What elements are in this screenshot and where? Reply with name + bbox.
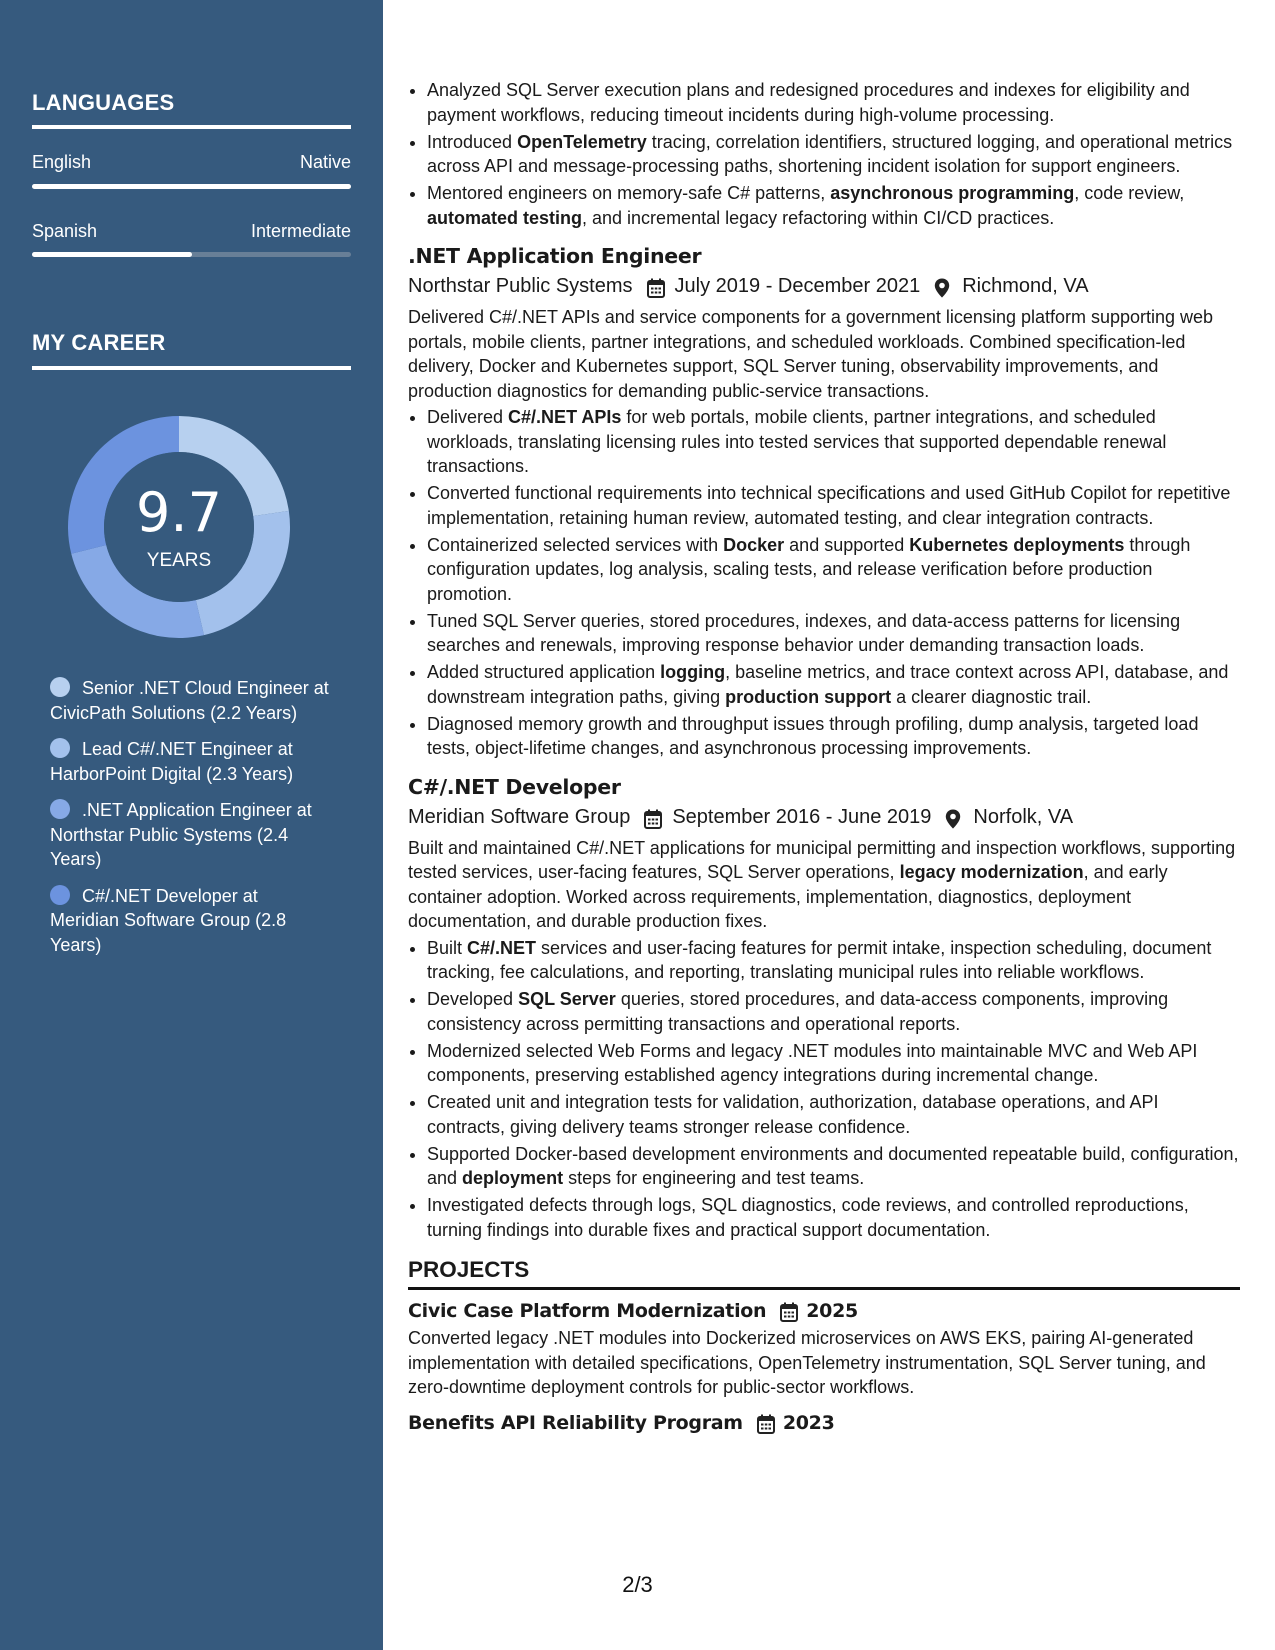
bullet-item xyxy=(427,1039,1240,1088)
role-summary: Delivered C#/.NET APIs and service components for a government licensing platform supporting web portals, mobile clients, partner integrations, and scheduled workloads. Combined specification-led delivery, Docker and Kubernetes support, SQL Server tuning, observability improvements, and production diagnostics for demanding public-service transactions. xyxy=(408,307,1214,401)
role-dates: September 2016 - June 2019 xyxy=(672,805,932,828)
project-civic-case xyxy=(408,1298,1240,1400)
legend-label: C#/.NET Developer at Meridian Software Group (2.8 Years) xyxy=(50,885,287,955)
bullet-item xyxy=(427,481,1240,530)
text-run: and supported xyxy=(784,534,910,555)
language-name: Spanish xyxy=(32,221,98,241)
career-legend xyxy=(50,676,330,969)
emphasis-text: SQL Server xyxy=(518,989,616,1009)
emphasis-text: Kubernetes deployments xyxy=(909,534,1125,555)
bullet-item xyxy=(427,78,1240,127)
text-run: for web portals, mobile clients, partner integrations, and scheduled workloads, translating licensing rules into tested services that supported dependable renewal transactions. xyxy=(427,407,1167,476)
text-run: a clearer diagnostic trail. xyxy=(891,686,1092,707)
role-company: Northstar Public Systems xyxy=(408,275,633,297)
career-legend-item xyxy=(50,737,330,786)
bullet-item xyxy=(427,1142,1240,1191)
text-run: Converted functional requirements into technical specifications and used GitHub Copilot for repetitive implementation, retaining human review, automated testing, and clear integration contracts. xyxy=(427,483,1231,528)
role-meta xyxy=(408,271,1240,301)
bullet-item xyxy=(427,1193,1240,1242)
career-heading-rule xyxy=(32,366,351,370)
career-total xyxy=(66,414,292,640)
previous-role-bullets xyxy=(408,78,1240,230)
language-level: Intermediate xyxy=(250,221,351,241)
role-company: Meridian Software Group xyxy=(408,805,631,828)
text-run: , and early container adoption. Worked across requirements, implementation, diagnostics, deployment documentation, and durable production fixes. xyxy=(408,862,1168,931)
project-title-row xyxy=(408,1410,1240,1436)
role-bullets xyxy=(408,936,1240,1243)
bullet-item xyxy=(427,936,1240,985)
main-content xyxy=(408,78,1240,1436)
role-bullets xyxy=(408,405,1240,761)
bullet-item xyxy=(427,181,1240,230)
language-row-english xyxy=(32,152,351,173)
text-run: , code review, xyxy=(1074,183,1185,203)
text-run: Developed xyxy=(427,989,519,1009)
career-total-unit: YEARS xyxy=(146,550,212,571)
legend-dot xyxy=(50,677,70,697)
emphasis-text: C#/.NET APIs xyxy=(508,407,622,427)
text-run: , baseline metrics, and trace context across API, database, and downstream integration paths, giving xyxy=(427,662,1229,707)
language-bar-english xyxy=(32,184,351,189)
emphasis-text: deployment xyxy=(462,1168,564,1188)
language-bar-spanish xyxy=(32,252,351,257)
page-number: 2/3 xyxy=(622,1572,653,1597)
role-title: C#/.NET Developer xyxy=(408,774,621,799)
text-run: Investigated defects through logs, SQL diagnostics, code reviews, and controlled reproductions, turning findings into durable fixes and practical support documentation. xyxy=(427,1195,1189,1240)
bullet-item xyxy=(427,130,1240,179)
bullet-item xyxy=(427,1090,1240,1139)
role-dates: July 2019 - December 2021 xyxy=(674,275,921,297)
language-name: English xyxy=(32,152,92,172)
project-title-row xyxy=(408,1298,1240,1324)
role-meta xyxy=(408,802,1240,832)
text-run: Built and maintained C#/.NET applications for municipal permitting and inspection workflows, supporting tested services, user-facing features, SQL Server operations, xyxy=(408,837,1236,882)
projects-heading: PROJECTS xyxy=(408,1257,530,1282)
text-run: services and user-facing features for permit intake, inspection scheduling, document tracking, fee calculations, and reporting, translating municipal rules into reliable workflows. xyxy=(427,937,1212,982)
projects-heading-rule xyxy=(408,1287,1240,1290)
legend-label: Lead C#/.NET Engineer at HarborPoint Digital (2.3 Years) xyxy=(50,739,294,784)
career-legend-item xyxy=(50,884,330,958)
career-donut-chart xyxy=(66,414,292,640)
location-pin-icon xyxy=(945,808,963,828)
text-run: Diagnosed memory growth and throughput issues through profiling, dump analysis, targeted load tests, object-lifetime changes, and asynchronous processing improvements. xyxy=(427,713,1199,758)
bullet-item xyxy=(427,533,1240,607)
legend-dot xyxy=(50,799,70,819)
emphasis-text: automated testing xyxy=(427,207,583,228)
text-run: steps for engineering and test teams. xyxy=(563,1168,865,1188)
text-run: queries, stored procedures, and data-access components, improving consistency across permitting transactions and operational reports. xyxy=(427,989,1169,1034)
text-run: through configuration updates, log analysis, scaling tests, and release verification before production promotion. xyxy=(427,534,1191,604)
calendar-icon xyxy=(780,1302,798,1322)
language-bar-fill xyxy=(32,184,351,189)
language-row-spanish xyxy=(32,221,351,242)
emphasis-text: C#/.NET xyxy=(467,937,537,958)
career-legend-item xyxy=(50,676,330,725)
bullet-item xyxy=(427,660,1240,709)
text-run: Supported Docker-based development environments and documented repeatable build, configuration, and xyxy=(427,1143,1239,1188)
emphasis-text: legacy modernization xyxy=(899,862,1084,882)
sidebar xyxy=(0,0,383,1650)
text-run: Tuned SQL Server queries, stored procedures, indexes, and data-access patterns for licensing searches and renewals, improving response behavior under demanding transaction loads. xyxy=(427,610,1181,655)
emphasis-text: logging xyxy=(660,662,726,682)
emphasis-text: production support xyxy=(725,686,892,707)
career-legend-item xyxy=(50,798,330,872)
role-title: .NET Application Engineer xyxy=(408,244,702,268)
role-meridian xyxy=(408,773,1240,1243)
project-benefits-api xyxy=(408,1410,1240,1436)
language-level: Native xyxy=(299,152,351,172)
language-bar-fill xyxy=(32,252,192,257)
text-run: Modernized selected Web Forms and legacy .NET modules into maintainable MVC and Web API components, preserving established agency integrations during incremental change. xyxy=(427,1040,1198,1085)
languages-heading-rule xyxy=(32,125,351,129)
text-run: Delivered xyxy=(427,407,509,427)
calendar-icon xyxy=(647,277,665,297)
text-run: Created unit and integration tests for validation, authorization, database operations, and API contracts, giving delivery teams stronger release confidence. xyxy=(427,1092,1159,1137)
text-run: Added structured application xyxy=(427,662,661,682)
location-pin-icon xyxy=(934,277,952,297)
role-location: Richmond, VA xyxy=(962,275,1089,297)
role-location: Norfolk, VA xyxy=(973,805,1074,828)
text-run: tracing, correlation identifiers, structured logging, and operational metrics across API and message-processing paths, shortening incident isolation for support engineers. xyxy=(427,131,1233,176)
career-total-value: 9.7 xyxy=(136,481,222,544)
legend-label: Senior .NET Cloud Engineer at CivicPath Solutions (2.2 Years) xyxy=(50,678,329,723)
role-summary xyxy=(408,836,1240,934)
project-title: Civic Case Platform Modernization xyxy=(408,1300,767,1322)
emphasis-text: Docker xyxy=(723,534,785,555)
text-run: Built xyxy=(427,937,468,958)
legend-dot xyxy=(50,885,70,905)
bullet-item xyxy=(427,712,1240,761)
project-title: Benefits API Reliability Program xyxy=(408,1411,743,1434)
bullet-item xyxy=(427,987,1240,1036)
bullet-item xyxy=(427,609,1240,658)
project-year: 2025 xyxy=(806,1300,858,1322)
calendar-icon xyxy=(644,808,662,828)
text-run: Containerized selected services with xyxy=(427,534,724,555)
calendar-icon xyxy=(757,1414,775,1434)
text-run: Analyzed SQL Server execution plans and redesigned procedures and indexes for eligibility and payment workflows, reducing timeout incidents during high-volume processing. xyxy=(427,80,1190,125)
role-northstar xyxy=(408,242,1240,761)
text-run: Introduced xyxy=(427,131,518,152)
emphasis-text: OpenTelemetry xyxy=(517,131,647,152)
bullet-item xyxy=(427,405,1240,479)
text-run: Mentored engineers on memory-safe C# patterns, xyxy=(427,183,831,203)
emphasis-text: asynchronous programming xyxy=(830,183,1075,203)
legend-dot xyxy=(50,738,70,758)
career-heading: MY CAREER xyxy=(32,330,166,355)
languages-heading: LANGUAGES xyxy=(32,90,175,115)
project-description: Converted legacy .NET modules into Dockerized microservices on AWS EKS, pairing AI-generated implementation with detailed specifications, OpenTelemetry instrumentation, SQL Server tuning, and zero-downtime deployment controls for public-sector workflows. xyxy=(408,1328,1206,1397)
legend-label: .NET Application Engineer at Northstar Public Systems (2.4 Years) xyxy=(50,800,312,869)
project-year: 2023 xyxy=(782,1411,835,1434)
text-run: , and incremental legacy refactoring within CI/CD practices. xyxy=(582,207,1055,228)
